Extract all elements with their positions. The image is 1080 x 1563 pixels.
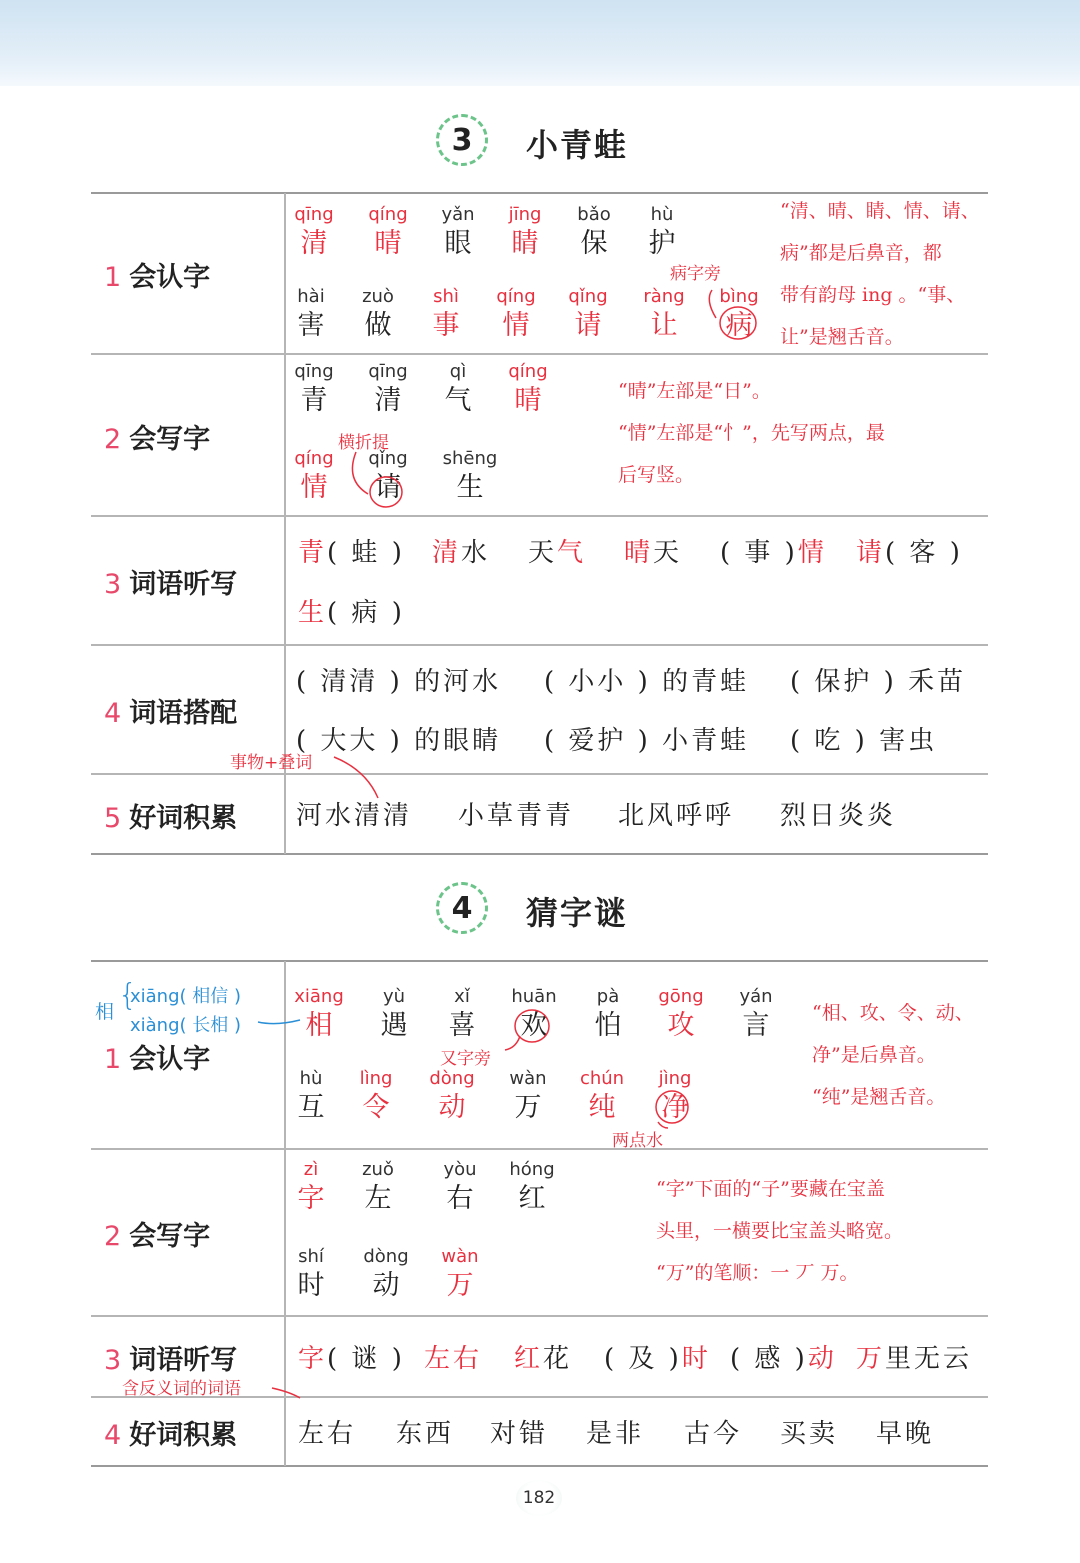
circle-mark bbox=[370, 477, 402, 507]
brace-icon: { bbox=[118, 978, 138, 1013]
dictation-word: 青( 蛙 ) bbox=[298, 538, 405, 568]
lesson-title: 猜字谜 bbox=[526, 894, 629, 932]
row-label-recognize: 1 会认字 bbox=[104, 262, 211, 293]
pinyin: hù bbox=[299, 1068, 323, 1089]
polyphone-reading: xiāng( 相信 ) bbox=[130, 986, 242, 1007]
hanzi: 红 bbox=[518, 1183, 546, 1214]
hanzi: 净 bbox=[661, 1092, 689, 1123]
hanzi: 请 bbox=[374, 472, 402, 503]
pinyin: yù bbox=[382, 986, 406, 1007]
row-label-accumulate: 5 好词积累 bbox=[104, 803, 238, 834]
arrow-line bbox=[258, 1020, 300, 1024]
pinyin: shì bbox=[433, 286, 459, 307]
arrow-line bbox=[658, 1122, 668, 1128]
pinyin: yòu bbox=[443, 1159, 477, 1180]
hanzi: 事 bbox=[432, 310, 460, 341]
dictation-word: 生( 病 ) bbox=[298, 598, 405, 628]
pinyin: qíng bbox=[368, 204, 408, 225]
matching-phrase: ( 保护 ) 禾苗 bbox=[790, 667, 967, 697]
pinyin: qǐng bbox=[568, 286, 608, 307]
hanzi: 欢 bbox=[520, 1010, 548, 1041]
circle-mark bbox=[515, 1010, 549, 1042]
dictation-word: ( 及 )时 bbox=[604, 1344, 711, 1374]
hanzi: 病 bbox=[725, 310, 753, 341]
hanzi: 喜 bbox=[448, 1010, 476, 1041]
row-label-write: 2 会写字 bbox=[104, 424, 211, 455]
hanzi: 字 bbox=[297, 1183, 325, 1214]
hanzi: 动 bbox=[438, 1092, 466, 1123]
pinyin: qīng bbox=[368, 361, 408, 382]
row-label-recognize: 1 会认字 bbox=[104, 1044, 211, 1075]
row-label-matching: 4 词语搭配 bbox=[104, 698, 238, 729]
hanzi: 攻 bbox=[667, 1010, 695, 1041]
pinyin: yǎn bbox=[441, 204, 475, 225]
page-number: 182 bbox=[516, 1480, 562, 1516]
circle-mark bbox=[720, 307, 756, 339]
hanzi: 相 bbox=[305, 1010, 333, 1041]
annotation-matching: 事物+叠词 bbox=[230, 753, 313, 773]
pinyin: chún bbox=[579, 1068, 625, 1089]
matching-phrase: ( 爱护 ) 小青蛙 bbox=[544, 726, 750, 756]
pinyin: ràng bbox=[643, 286, 685, 307]
annotation-radical: 两点水 bbox=[612, 1131, 663, 1151]
dictation-word: 字( 谜 ) bbox=[298, 1344, 405, 1374]
good-word: 是非 bbox=[586, 1419, 645, 1449]
hanzi: 动 bbox=[372, 1270, 400, 1301]
pinyin: qíng bbox=[508, 361, 548, 382]
write-note: “晴”左部是“日”。 “情”左部是“忄”，先写两点，最 后写竖。 bbox=[618, 380, 885, 486]
hanzi: 请 bbox=[574, 310, 602, 341]
pinyin: qīng bbox=[294, 204, 334, 225]
good-word: 河水清清 bbox=[296, 801, 413, 831]
pinyin: bìng bbox=[719, 286, 759, 307]
pinyin: jìng bbox=[658, 1068, 692, 1089]
arrow-line bbox=[709, 290, 716, 318]
good-word: 古今 bbox=[684, 1419, 743, 1449]
hanzi: 睛 bbox=[511, 228, 539, 259]
good-word: 烈日炎炎 bbox=[780, 801, 897, 831]
hanzi: 情 bbox=[502, 310, 530, 341]
annotation-dictation: 含反义词的词语 bbox=[122, 1379, 241, 1399]
pinyin: qì bbox=[449, 361, 467, 382]
hanzi: 纯 bbox=[588, 1092, 616, 1123]
dictation-word: 天气 bbox=[528, 538, 587, 568]
polyphone-reading: xiàng( 长相 ) bbox=[130, 1015, 242, 1036]
dictation-word: 万里无云 bbox=[856, 1344, 973, 1374]
pinyin: hóng bbox=[509, 1159, 555, 1180]
hanzi: 左 bbox=[364, 1183, 392, 1214]
arrow-line bbox=[352, 452, 368, 494]
pinyin: zì bbox=[303, 1159, 319, 1180]
pinyin: yán bbox=[739, 986, 773, 1007]
pinyin: qíng bbox=[496, 286, 536, 307]
row-label-accumulate: 4 好词积累 bbox=[104, 1420, 238, 1451]
hanzi: 情 bbox=[300, 472, 328, 503]
good-word: 小草青青 bbox=[458, 801, 575, 831]
dictation-word: 请( 客 ) bbox=[856, 538, 963, 568]
matching-phrase: ( 小小 ) 的青蛙 bbox=[544, 667, 750, 697]
recognize-note: “清、晴、睛、情、请、 病”都是后鼻音，都 带有韵母 ing 。“事、 让”是翘舌音。 bbox=[780, 200, 980, 348]
pinyin: wàn bbox=[509, 1068, 547, 1089]
hanzi: 时 bbox=[297, 1270, 325, 1301]
good-word: 东西 bbox=[396, 1419, 455, 1449]
hanzi: 让 bbox=[650, 310, 678, 341]
row-label-dictation: 3 词语听写 bbox=[104, 569, 238, 600]
pinyin: jīng bbox=[508, 204, 542, 225]
matching-phrase: ( 大大 ) 的眼睛 bbox=[296, 726, 502, 756]
hanzi: 晴 bbox=[514, 385, 542, 416]
row-label-dictation: 3 词语听写 bbox=[104, 1345, 238, 1376]
hanzi: 清 bbox=[300, 228, 328, 259]
hanzi: 右 bbox=[446, 1183, 474, 1214]
hanzi: 万 bbox=[446, 1270, 474, 1301]
good-word: 早晚 bbox=[876, 1419, 935, 1449]
hanzi: 护 bbox=[648, 228, 676, 259]
dictation-word: 晴天 bbox=[624, 538, 683, 568]
pinyin: hài bbox=[297, 286, 325, 307]
pinyin: dòng bbox=[429, 1068, 475, 1089]
annotation-radical: 病字旁 bbox=[670, 264, 721, 284]
hanzi: 清 bbox=[374, 385, 402, 416]
good-word: 对错 bbox=[490, 1419, 549, 1449]
pinyin: bǎo bbox=[577, 204, 611, 225]
hanzi: 令 bbox=[362, 1092, 390, 1123]
arrow-line bbox=[505, 1036, 520, 1050]
pinyin: xǐ bbox=[454, 986, 470, 1007]
pinyin: wàn bbox=[441, 1246, 479, 1267]
good-word: 左右 bbox=[298, 1419, 357, 1449]
pinyin: shēng bbox=[442, 448, 498, 469]
matching-phrase: ( 清清 ) 的河水 bbox=[296, 667, 502, 697]
pinyin: gōng bbox=[658, 986, 704, 1007]
lesson-number-badge: 4 bbox=[436, 882, 488, 934]
hanzi: 青 bbox=[300, 385, 328, 416]
hanzi: 气 bbox=[444, 385, 472, 416]
write-note: “字”下面的“子”要藏在宝盖 头里，一横要比宝盖头略宽。 “万”的笔顺：一 丆 万。 bbox=[656, 1178, 904, 1284]
hanzi: 眼 bbox=[444, 228, 472, 259]
hanzi: 晴 bbox=[374, 228, 402, 259]
dictation-word: ( 感 )动 bbox=[730, 1344, 837, 1374]
hanzi: 怕 bbox=[594, 1010, 622, 1041]
pinyin: zuò bbox=[362, 286, 394, 307]
hanzi: 生 bbox=[456, 472, 484, 503]
pinyin: zuǒ bbox=[362, 1159, 394, 1180]
pinyin: huān bbox=[511, 986, 557, 1007]
row-label-write: 2 会写字 bbox=[104, 1221, 211, 1252]
annotation-stroke: 横折提 bbox=[338, 433, 389, 453]
pinyin: dòng bbox=[363, 1246, 409, 1267]
pinyin: qǐng bbox=[368, 448, 408, 469]
hanzi: 言 bbox=[742, 1010, 770, 1041]
pinyin: qíng bbox=[294, 448, 334, 469]
circle-mark bbox=[656, 1091, 688, 1123]
good-word: 买卖 bbox=[780, 1419, 839, 1449]
hanzi: 遇 bbox=[380, 1010, 408, 1041]
pinyin: qīng bbox=[294, 361, 334, 382]
annotation-radical: 又字旁 bbox=[440, 1049, 491, 1069]
hanzi: 保 bbox=[580, 228, 608, 259]
lesson-number-badge: 3 bbox=[436, 114, 488, 166]
arrow-line bbox=[272, 1388, 300, 1398]
dictation-word: 左右 bbox=[424, 1344, 483, 1374]
lesson-title: 小青蛙 bbox=[526, 126, 629, 164]
hanzi: 害 bbox=[297, 310, 325, 341]
matching-phrase: ( 吃 ) 害虫 bbox=[790, 726, 938, 756]
pinyin: lìng bbox=[359, 1068, 393, 1089]
pinyin: hù bbox=[650, 204, 674, 225]
good-word: 北风呼呼 bbox=[618, 801, 735, 831]
pinyin: pà bbox=[596, 986, 620, 1007]
hanzi: 互 bbox=[297, 1092, 325, 1123]
pinyin: shí bbox=[298, 1246, 324, 1267]
arrow-line bbox=[334, 757, 378, 798]
recognize-note: “相、攻、令、动、 净”是后鼻音。 “纯”是翘舌音。 bbox=[812, 1002, 974, 1108]
dictation-word: 清水 bbox=[432, 538, 491, 568]
hanzi: 万 bbox=[514, 1092, 542, 1123]
polyphone-char: 相 bbox=[95, 1001, 115, 1023]
hanzi: 做 bbox=[364, 310, 392, 341]
pinyin: xiāng bbox=[294, 986, 344, 1007]
dictation-word: ( 事 )情 bbox=[720, 538, 827, 568]
dictation-word: 红花 bbox=[514, 1344, 573, 1374]
